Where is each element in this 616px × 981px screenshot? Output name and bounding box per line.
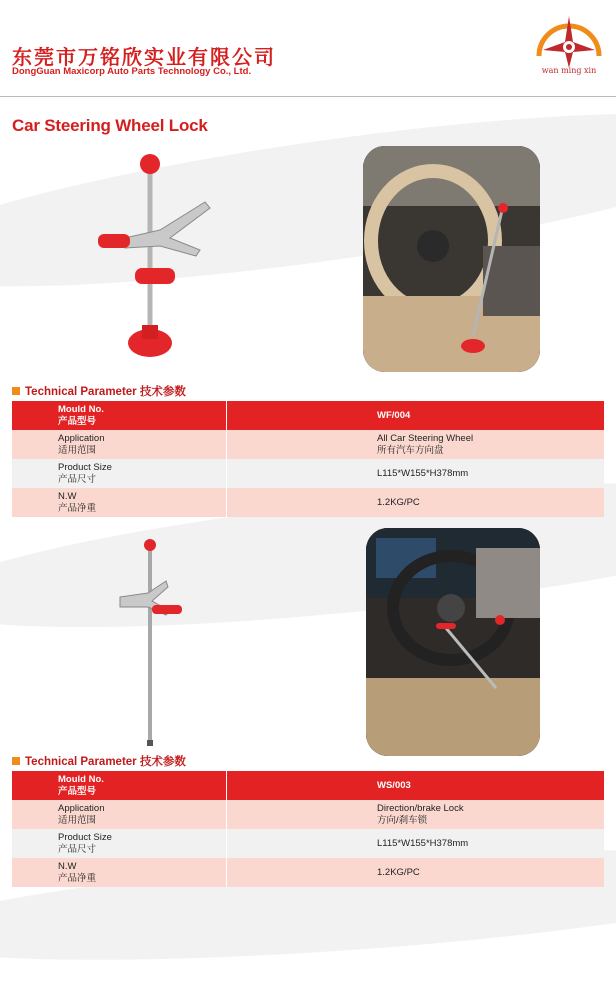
table-row: Application 适用范围 All Car Steering Wheel 所有汽车方向盘 (12, 430, 604, 459)
spec-table (12, 401, 604, 517)
table-row: Mould No. 产品型号 WS/003 (12, 771, 604, 800)
product-photo-interior-2 (366, 528, 540, 756)
header (0, 0, 616, 100)
table-row: Application 适用范围 Direction/brake Lock 方向/刹车锁 (12, 800, 604, 829)
section-title-tech-params: Technical Parameter 技术参数 (12, 383, 186, 399)
section-bullet-icon (12, 757, 20, 765)
table-row: Product Size 产品尺寸 L115*W155*H378mm (12, 829, 604, 858)
table-row: Product Size 产品尺寸 L115*W155*H378mm (12, 459, 604, 488)
logo-text: wan ming xin (541, 66, 597, 75)
product-image-wf004 (90, 150, 230, 365)
section-bullet-icon (12, 387, 20, 395)
spec-table-2 (12, 771, 604, 887)
company-name-en: DongGuan Maxicorp Auto Parts Technology Co., Ltd. (12, 66, 252, 77)
product-photo-interior (363, 146, 540, 372)
table-row: N.W 产品净重 1.2KG/PC (12, 488, 604, 517)
table-row: Mould No. 产品型号 WF/004 (12, 401, 604, 430)
section-title-tech-params-2: Technical Parameter 技术参数 (12, 753, 186, 769)
table-row: N.W 产品净重 1.2KG/PC (12, 858, 604, 887)
page-title: Car Steering Wheel Lock (12, 116, 208, 135)
company-name-cn: 东莞市万铭欣实业有限公司 (12, 45, 276, 69)
header-divider (0, 96, 616, 97)
product-image-ws003 (108, 535, 198, 750)
